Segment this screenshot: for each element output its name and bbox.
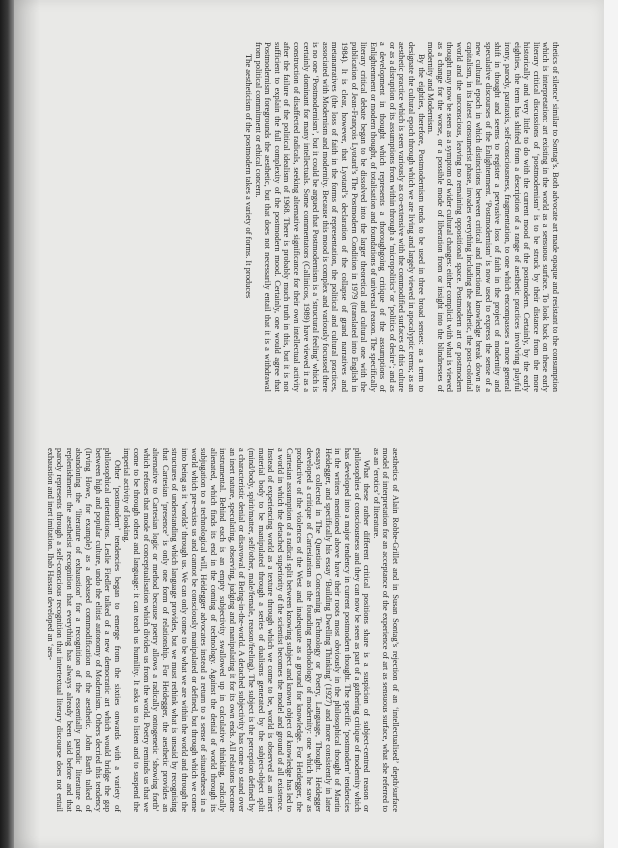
text-column-lower bbox=[45, 448, 401, 812]
paragraph: aesthetics of Alain Robbe-Grillet and in Susan Sontag’s rejection of an ‘intellectualised’ depth/surface model of interpretation for an acceptance of the experience of art as sensuous surface, what she referred to as an ‘erotics’ of literature. bbox=[371, 448, 401, 812]
scanner-right-margin bbox=[604, 0, 618, 848]
page-fold-shadow bbox=[14, 0, 40, 848]
paragraph: thetics of silence’ similar to Sontag’s. Both advocate art made opaque and resistant to the consumption which is interpretation: art existing in the world as a sensuous surface. To look back on these early literary critical discussions of ‘postmodernism’ is to be struck by their distance from the more historically and very little to do with the current mood of the postmodern. Certainly, by the early eighties, the term has shifted from a description of a range of aesthetic practices involving playful irony, parody, parataxis, self-consciousness, fragmentation, to one which encompasses a more general shift in thought and seems to register a pervasive loss of faith in the project of modernity and speculative discourses of the Enlightenment. ‘Postmodernism’ is now used to express the sense of a new cultural epoch in which distinctions between critical and functional knowledge break down as capitalism, in its latest consumerist phase, invades everything including the aesthetic, the post-colonial world and the unconscious, leaving no remaining oppositional space. Postmodern art or postmodern thought may now be seen as a symptom of wider cultural changes: either complicit with what is viewed as a change for the worse, or a possible mode of liberation from or insight into the blindnesses of modernity and Modernism. bbox=[426, 42, 561, 392]
paragraph: What these rather different critical positions share is a suspicion of subject-centred reason or philosophies of consciousness and they can now be seen as part of a gathering critique of modernity which has developed into a major tendency in current postmodern thought. The specific ‘postmodern’ tendencies in the writers mentioned above have their roots most obviously in the philosophical thought of Martin Heidegger, and specifically his essay ‘Building Dwelling Thinking’ (1927) and more consistently in later essays collected in The Question Concerning Technology or Poetry, Language, Thought. Heidegger developed a critique of Cartesianism as the founding methodology of modernity: one which he saw as productive of the violences of the West and inadequate as a ground for knowledge. For Heidegger, the Cartesian assumption of a radical split between knowing subject and known object of knowledge has led to a world in which the detached superiority of the scientist becomes the model and ground of all existence. Instead of experiencing world as a texture through which we come to be, world is observed as an inert material body to be manipulated through a series of dualisms generated by the subject-object split (mind/body, spirit/matter, self/other, male/female, reason/feeling). The subject is the perception defined by a characteristic denial or disavowal of Being-in-the-world. A detached subjectivity has come to stand over an inert nature, speculating, observing, judging and manipulating it for its own ends. All relations become instrumental. Behind each is an empty subjectivity swallowed up in calculative thinking, radically alienated, which finds its end in the coming of technology. Against the denial of world through its subjugation to a technological will, Heidegger advocates instead a return to a sense of situatedness in a world which pre-exists us and cannot be consciously manipulated or defined, but through which we come into being as it ‘worlds’ through us. We can only come to be what we are within the world and through the structures of understanding which language provides, but we must rethink what is unsaid by recognising that Cartesian ‘presence’ is only one form of relationship. For Heidegger, the aesthetic provides an alternative to Cartesian logic or method because poetry allows a radically ontogenetic ‘showing forth’ which refuses that mode of conceptualisation which divides us from the world. Poetry reminds us that we come to be through others and language: it can teach us humility. It asks us to listen and to suspend the imperial activity of looking. bbox=[122, 448, 373, 812]
paragraph: Other ‘postmodern’ tendencies began to emerge from the sixties onwards with a variety of philosophical orientations. Leslie Fiedler talked of a new democratic art which would bridge the gap between high and popular culture, undo the elitist autonomy of Modernism. Others decried this tendency (Irving Howe, for example) as a debased commodification of the aesthetic. John Barth talked of abandoning the ‘literature of exhaustion’ for a recognition of the essentially parodic literature of replenishment: the aesthetist recognition that everything has always already been said before and that parody represents through a self-conscious recognition that intertextual literary discourse does not entail exhaustion and inert imitation. Ihab Hassan developed an ‘aes- bbox=[45, 448, 123, 812]
paragraph: The aestheticism of the postmodern takes a variety of forms. It produces bbox=[244, 54, 254, 299]
scanner-left-edge bbox=[0, 0, 14, 848]
paragraph: By the eighties, therefore, Postmodernism tends to be used in three broad senses: as a term to designate the cultural epoch through which we are living and largely viewed in apocalyptic terms; as an aesthetic practice which is seen variously as co-extensive with the commodified surfaces of this culture or as a disruption of its assumptions from within through a ‘micropolitics’ or ‘politics of desire’; and as a development in thought which represents a thoroughgoing critique of the assumptions of Enlightenment or modern thought, of totalisation and foundations of universal reason. The specifically literary critical debate began to be dissolved into the larger theoretical and cultural one with the publication of Jean-François Lyotard’s The Postmodern Condition in 1979 (translated into English in 1984). It is clear, however, that Lyotard’s declaration of the collapse of grand narratives and metanarratives (the loss of faith in the forms of representation, the political and cultural practices, associated with Modernism and modernity. Because this mood is complex and variously focussed there is no one ‘Postmodernism’, but it could be argued that Postmodernism is a ‘structural feeling’ which is certainly dominant for many intellectuals. Some commentators (Callinicos, 1989) have viewed it as a construction of disaffected radicals, seeking alternative significance for their own intellectual activity after the failure of the political idealism of 1968. There is probably much truth in this, but it is not sufficient to explain the full complexity of the postmodern mood. Certainly, one would agree that Postmodernism foregrounds the aesthetic, but that does not necessarily entail that it is a withdrawal from political commitment or ethical concern. bbox=[253, 42, 427, 392]
text-column-upper bbox=[236, 42, 560, 392]
